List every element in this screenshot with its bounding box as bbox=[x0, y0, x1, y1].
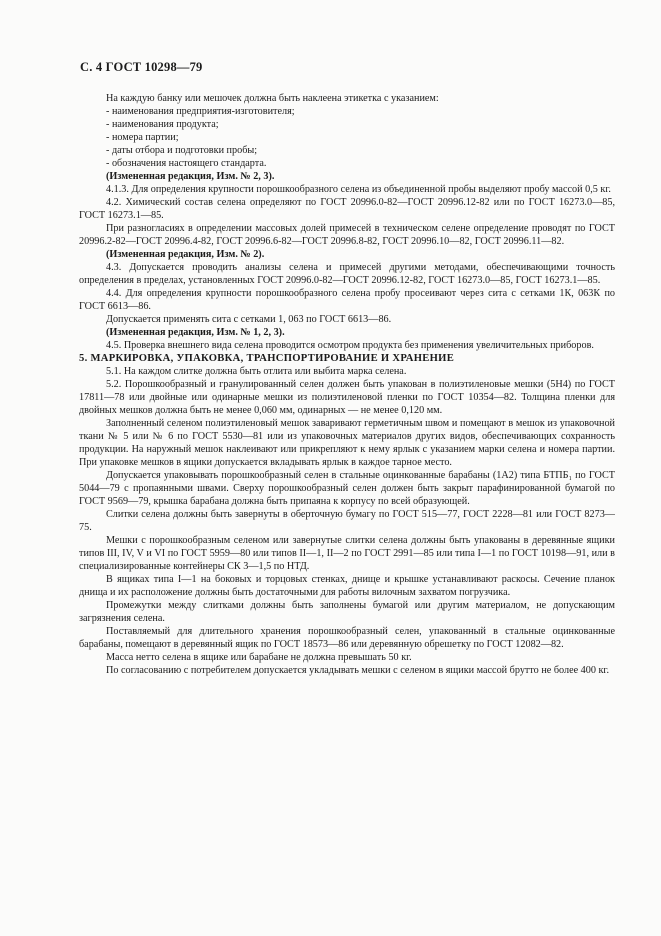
paragraph: 4.2. Химический состав селена определяют по ГОСТ 20996.0-82—ГОСТ 20996.12-82 или по ГОСТ 16273.0—85, ГОСТ 16273.1—85. bbox=[79, 197, 615, 221]
paragraph: Промежутки между слитками должны быть заполнены бумагой или другим материалом, не допускающим загрязнения селена. bbox=[79, 600, 615, 624]
paragraph: - наименования продукта; bbox=[106, 119, 219, 130]
paragraph: По согласованию с потребителем допускается укладывать мешки с селеном в ящики массой брутто не более 400 кг. bbox=[106, 665, 610, 676]
paragraph: Мешки с порошкообразным селеном или завернутые слитки селена должны быть упакованы в деревянные ящики типов III, IV, V и VI по ГОСТ 5959—80 или типов II—1, II—2 по ГОСТ 2991—85 или типа I—1 по ГОСТ 10198—91, или в специализированные контейнеры СК 3—1,5 по НТД. bbox=[79, 535, 615, 572]
paragraph: 4.3. Допускается проводить анализы селена и примесей другими методами, обеспечивающими точность определения в пределах, установленных ГОСТ 20996.0-82—ГОСТ 20996.12-82, ГОСТ 16273.0—85, ГОСТ 16273.1—85. bbox=[79, 262, 615, 286]
paragraph: Допускается применять сита с сетками 1, 063 по ГОСТ 6613—86. bbox=[106, 314, 392, 325]
paragraph: (Измененная редакция, Изм. № 2, 3). bbox=[106, 171, 275, 182]
paragraph: (Измененная редакция, Изм. № 2). bbox=[106, 249, 265, 260]
bottom-paragraphs bbox=[79, 365, 615, 677]
paragraph: (Измененная редакция, Изм. № 1, 2, 3). bbox=[106, 327, 285, 338]
paragraph: На каждую банку или мешочек должна быть наклеена этикетка с указанием: bbox=[106, 93, 439, 104]
paragraph: Слитки селена должны быть завернуты в оберточную бумагу по ГОСТ 515—77, ГОСТ 2228—81 или ГОСТ 8273—75. bbox=[79, 509, 615, 533]
paragraph: - даты отбора и подготовки пробы; bbox=[106, 145, 258, 156]
paragraph: Поставляемый для длительного хранения порошкообразный селен, упакованный в стальные оцинкованные барабаны, помещают в деревянный ящик по ГОСТ 18573—86 или деревянную обрешетку по ГОСТ 12082—82. bbox=[79, 626, 615, 650]
paragraph: 4.5. Проверка внешнего вида селена проводится осмотром продукта без применения увеличительных приборов. bbox=[106, 340, 594, 351]
paragraph: 4.4. Для определения крупности порошкообразного селена пробу просеивают через сита с сетками 1К, 063К по ГОСТ 6613—86. bbox=[79, 288, 615, 312]
section-title: 5. МАРКИРОВКА, УПАКОВКА, ТРАНСПОРТИРОВАНИЕ И ХРАНЕНИЕ bbox=[79, 353, 455, 364]
document-body bbox=[79, 92, 615, 677]
paragraph: - наименования предприятия-изготовителя; bbox=[106, 106, 295, 117]
top-paragraphs bbox=[79, 92, 615, 352]
paragraph: 4.1.3. Для определения крупности порошкообразного селена из объединенной пробы выделяют пробу массой 0,5 кг. bbox=[106, 184, 611, 195]
paragraph: Допускается упаковывать порошкообразный селен в стальные оцинкованные барабаны (1А2) типа БТПБ₁ по ГОСТ 5044—79 с пропаянными швами. Сверху порошкообразный селен должен быть закрыт парафинированной бумагой по ГОСТ 9569—79, крышка барабана должна быть припаяна к корпусу по всей образующей. bbox=[79, 470, 615, 507]
paragraph: 5.2. Порошкообразный и гранулированный селен должен быть упакован в полиэтиленовые мешки (5Н4) по ГОСТ 17811—78 или двойные или одинарные мешки из полиэтиленовой пленки по ГОСТ 10354—82. Толщина пленки для двойных мешков должна быть не менее 0,060 мм, одинарных — не менее 0,120 мм. bbox=[79, 379, 615, 416]
page-header: С. 4 ГОСТ 10298—79 bbox=[80, 60, 203, 74]
paragraph: При разногласиях в определении массовых долей примесей в техническом селене определение проводят по ГОСТ 20996.2-82—ГОСТ 20996.4-82, ГОСТ 20996.6-82—ГОСТ 20996.8-82, ГОСТ 20996.10—82, ГОСТ 20996.11—82. bbox=[79, 223, 615, 247]
paragraph: Заполненный селеном полиэтиленовый мешок заваривают герметичным швом и помещают в мешок из упаковочной ткани № 5 или № 6 по ГОСТ 5530—81 или из упаковочных материалов других видов, обеспечивающих сохранность продукции. На наружный мешок наклеивают или прикрепляют к нему ярлык с указанием марки селена и номера партии. При упаковке мешков в ящики допускается вкладывать ярлык в каждое тарное место. bbox=[79, 418, 615, 468]
paragraph: 5.1. На каждом слитке должна быть отлита или выбита марка селена. bbox=[106, 366, 407, 377]
paragraph: В ящиках типа I—1 на боковых и торцовых стенках, днище и крышке устанавливают раскосы. Сечение планок днища и их расположение должны быть достаточными для работы вилочным захватом погрузчика. bbox=[79, 574, 615, 598]
paragraph: - обозначения настоящего стандарта. bbox=[106, 158, 267, 169]
paragraph: - номера партии; bbox=[106, 132, 179, 143]
paragraph: Масса нетто селена в ящике или барабане не должна превышать 50 кг. bbox=[106, 652, 412, 663]
